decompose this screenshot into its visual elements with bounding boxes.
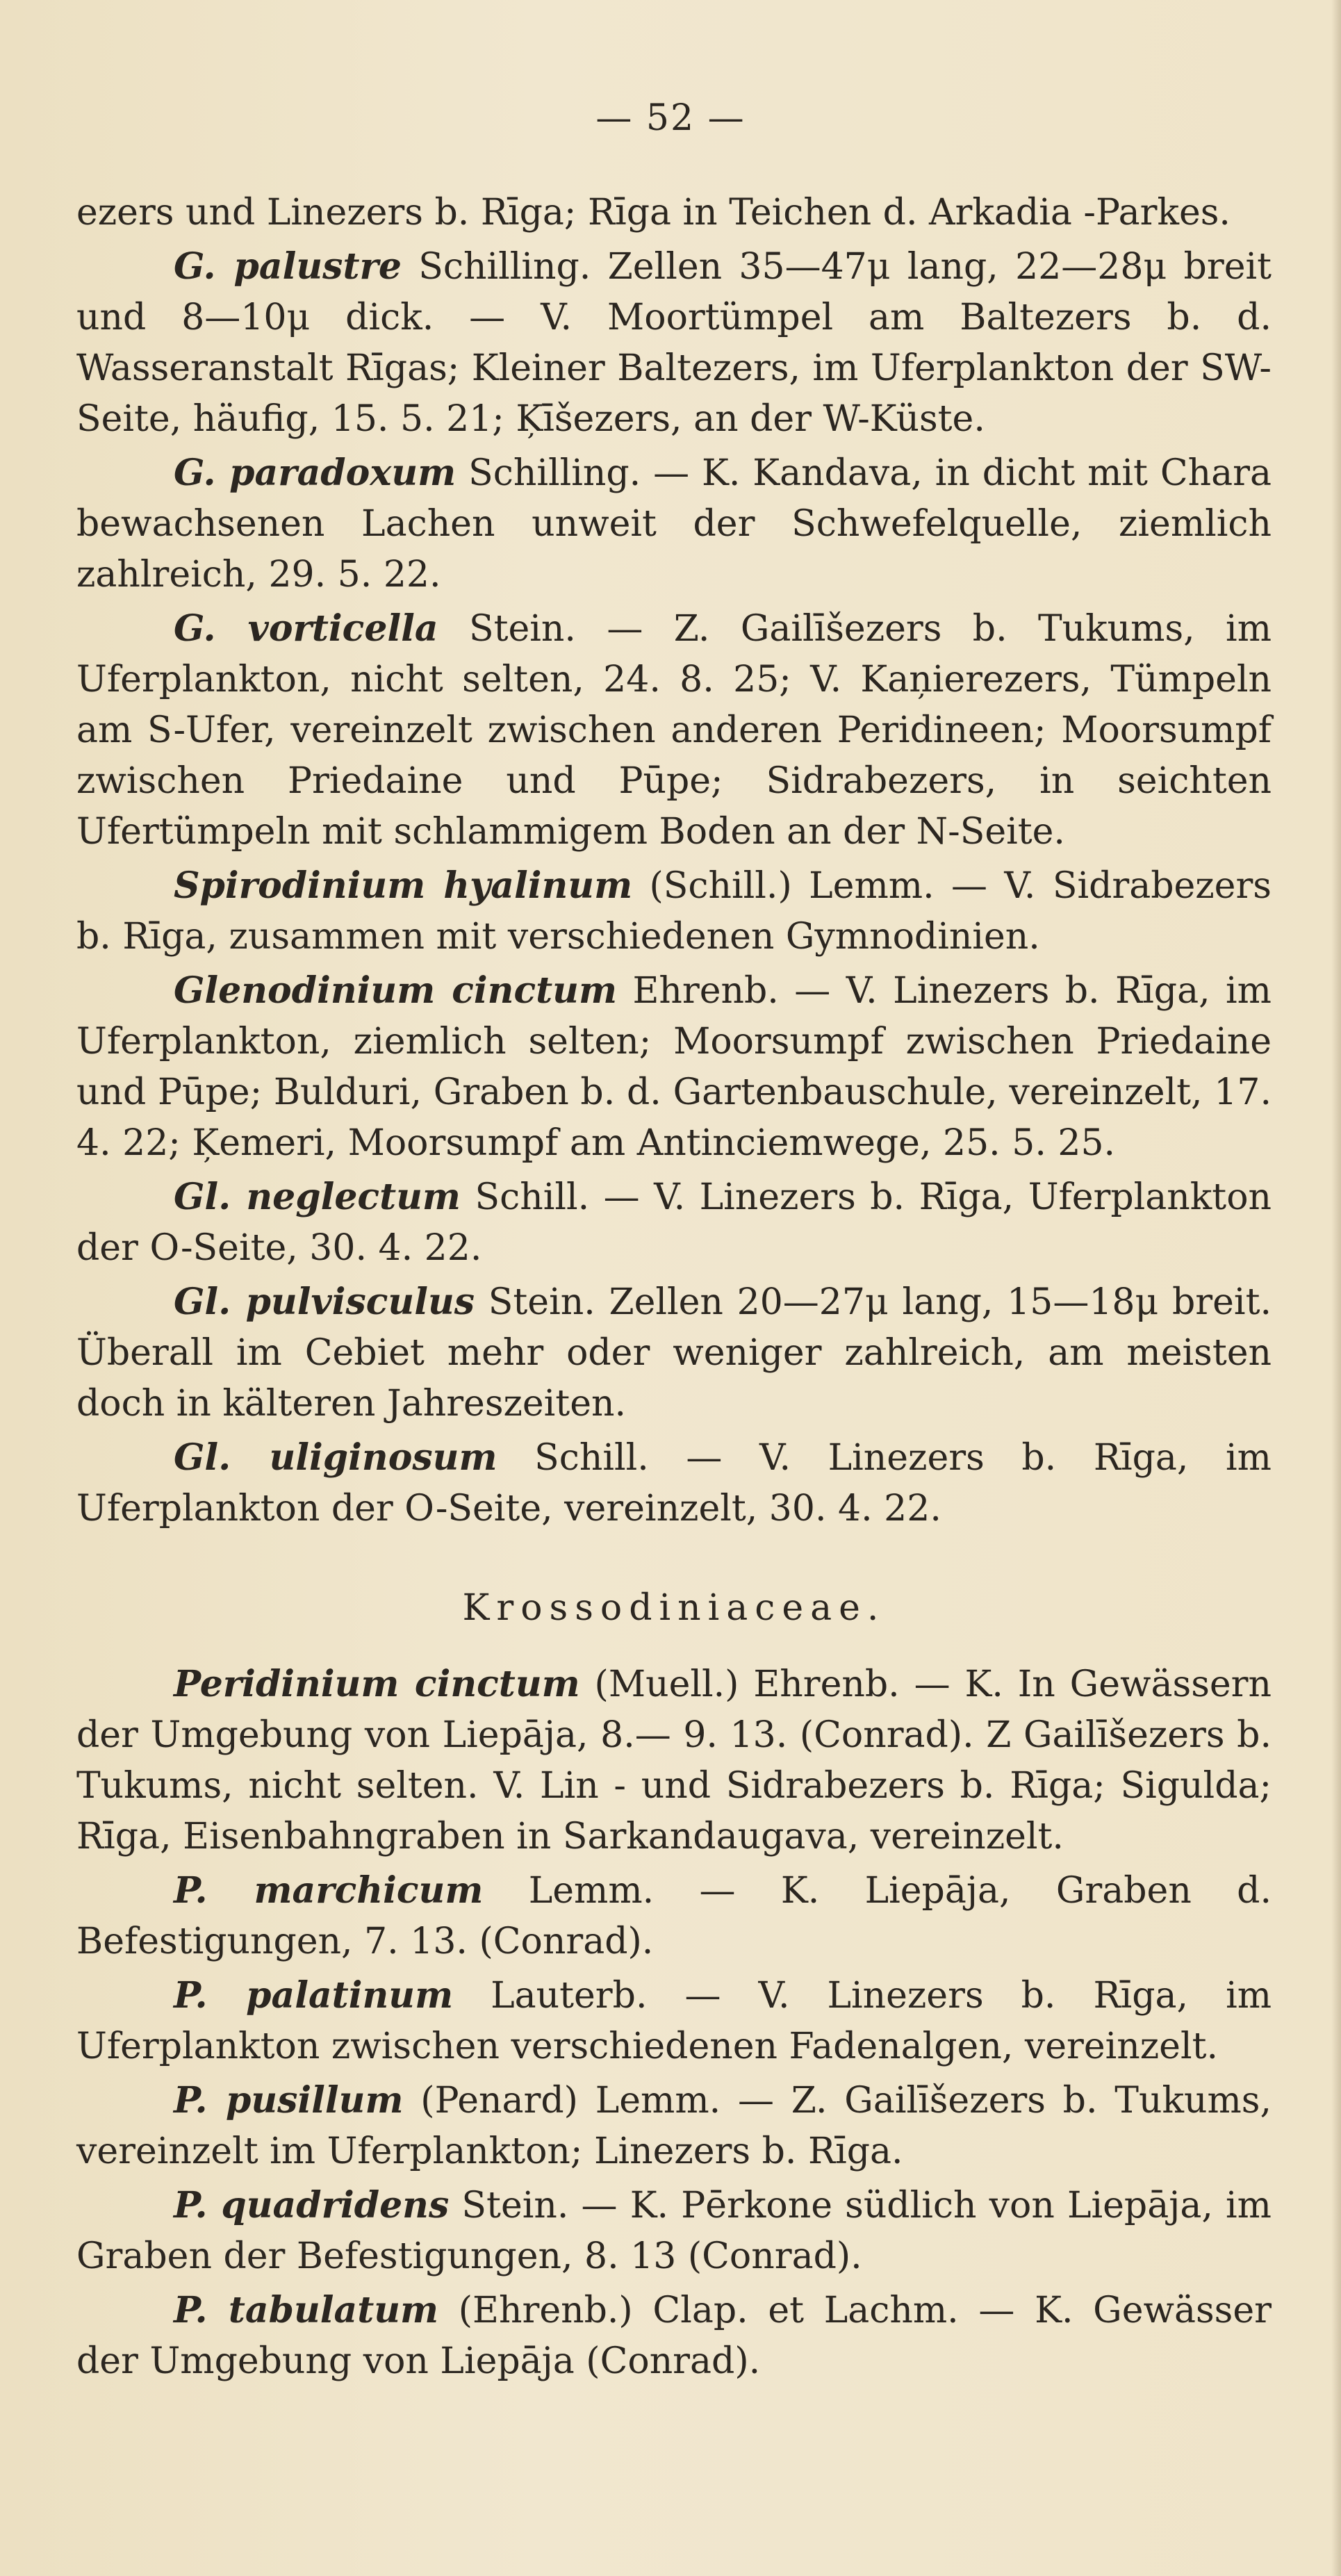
entry-text: (Muell.) Ehrenb. — K. In Gewässern der Umgebung von Liepāja, 8.— 9. 13. (Conrad). Z Gailīšezers b. Tukums, nicht selten. V. Lin - und Sidrabezers b. Rīga; Sigulda; Rīga, Eisenbahngraben in Sarkandaugava, vereinzelt. <box>76 1664 1272 1857</box>
page-number: — 52 — <box>595 97 746 139</box>
taxon-name: G. paradoxum <box>174 452 456 494</box>
taxon-name: P. quadridens <box>174 2184 450 2226</box>
taxon-name: P. tabulatum <box>174 2289 439 2331</box>
taxon-name: Glenodinium cinctum <box>174 969 617 1012</box>
species-entry <box>76 2075 1272 2177</box>
species-entry <box>76 2285 1272 2387</box>
species-entry <box>76 1432 1272 1534</box>
entry-text: Lauterb. — V. Linezers b. Rīga, im Uferplankton zwischen verschiedenen Fadenalgen, vereinzelt. <box>76 1975 1272 2067</box>
taxon-name: P. palatinum <box>174 1974 454 2017</box>
entry-text: Ehrenb. — V. Linezers b. Rīga, im Uferplankton, ziemlich selten; Moorsumpf zwischen Priedaine und Pūpe; Bulduri, Graben b. d. Gartenbauschule, vereinzelt, 17. 4. 22; Ķemeri, Moorsumpf am Antinciemwege, 25. 5. 25. <box>76 970 1272 1164</box>
species-entry <box>76 1277 1272 1429</box>
species-entry <box>76 448 1272 600</box>
taxon-name: G. vorticella <box>174 607 438 650</box>
page-spine-shadow <box>1331 0 1341 2576</box>
taxon-name: Peridinium cinctum <box>174 1663 580 1705</box>
section-heading: Krossodiniaceae. <box>462 1587 886 1629</box>
taxon-name: P. pusillum <box>174 2079 404 2122</box>
entry-text: Stein. — K. Pērkone südlich von Liepāja, im Graben der Befestigungen, 8. 13 (Conrad). <box>76 2185 1272 2277</box>
entry-text: Stein. — Z. Gailīšezers b. Tukums, im Uferplankton, nicht selten, 24. 8. 25; V. Kaņierezers, Tümpeln am S-Ufer, vereinzelt zwischen anderen Peridineen; Moorsumpf zwischen Priedaine und Pūpe; Sidrabezers, in seichten Ufertümpeln mit schlammigem Boden an der N-Seite. <box>76 608 1272 853</box>
species-entry <box>76 1659 1272 1862</box>
species-entry <box>76 1970 1272 2072</box>
taxon-name: Spirodinium hyalinum <box>174 864 633 907</box>
entry-text: ezers und Linezers b. Rīga; Rīga in Teichen d. Arkadia -Parkes. <box>76 192 1231 233</box>
taxon-name: Gl. neglectum <box>174 1176 461 1218</box>
species-entry <box>76 603 1272 858</box>
entry-text: Stein. Zellen 20—27μ lang, 15—18μ breit. Überall im Cebiet mehr oder weniger zahlreich, am meisten doch in kälteren Jahreszeiten. <box>76 1281 1272 1425</box>
taxon-name: Gl. pulvisculus <box>174 1281 475 1323</box>
entry-text: Schill. — V. Linezers b. Rīga, Uferplankton der O-Seite, 30. 4. 22. <box>76 1176 1272 1269</box>
entry-text: (Penard) Lemm. — Z. Gailīšezers b. Tukums, vereinzelt im Uferplankton; Linezers b. Rīga. <box>76 2080 1272 2172</box>
taxon-name: Gl. uliginosum <box>174 1436 497 1479</box>
species-entry <box>76 1172 1272 1274</box>
page-body <box>76 188 1272 2390</box>
species-entry <box>76 188 1272 238</box>
genus-entries-bottom <box>76 1659 1272 2387</box>
taxon-name: G. palustre <box>174 245 402 288</box>
genus-entries-top <box>76 188 1272 1534</box>
entry-text: Schilling. Zellen 35—47μ lang, 22—28μ breit und 8—10μ dick. — V. Moortümpel am Baltezers b. d. Wasseranstalt Rīgas; Kleiner Baltezers, im Uferplankton der SW-Seite, häufig, 15. 5. 21; Ķīšezers, an der W-Küste. <box>76 246 1272 440</box>
entry-text: (Schill.) Lemm. — V. Sidrabezers b. Rīga, zusammen mit verschiedenen Gymnodinien. <box>76 865 1272 958</box>
entry-text: Lemm. — K. Liepāja, Graben d. Befestigungen, 7. 13. (Conrad). <box>76 1870 1272 1962</box>
species-entry <box>76 965 1272 1169</box>
entry-text: Schill. — V. Linezers b. Rīga, im Uferplankton der O-Seite, vereinzelt, 30. 4. 22. <box>76 1437 1272 1529</box>
entry-text: (Ehrenb.) Clap. et Lachm. — K. Gewässer der Umgebung von Liepāja (Conrad). <box>76 2290 1272 2382</box>
species-entry <box>76 860 1272 962</box>
entry-text: Schilling. — K. Kandava, in dicht mit Chara bewachsenen Lachen unweit der Schwefelquelle, ziemlich zahlreich, 29. 5. 22. <box>76 452 1272 596</box>
species-entry <box>76 241 1272 445</box>
species-entry <box>76 2180 1272 2282</box>
species-entry <box>76 1865 1272 1967</box>
taxon-name: P. marchicum <box>174 1869 484 1912</box>
